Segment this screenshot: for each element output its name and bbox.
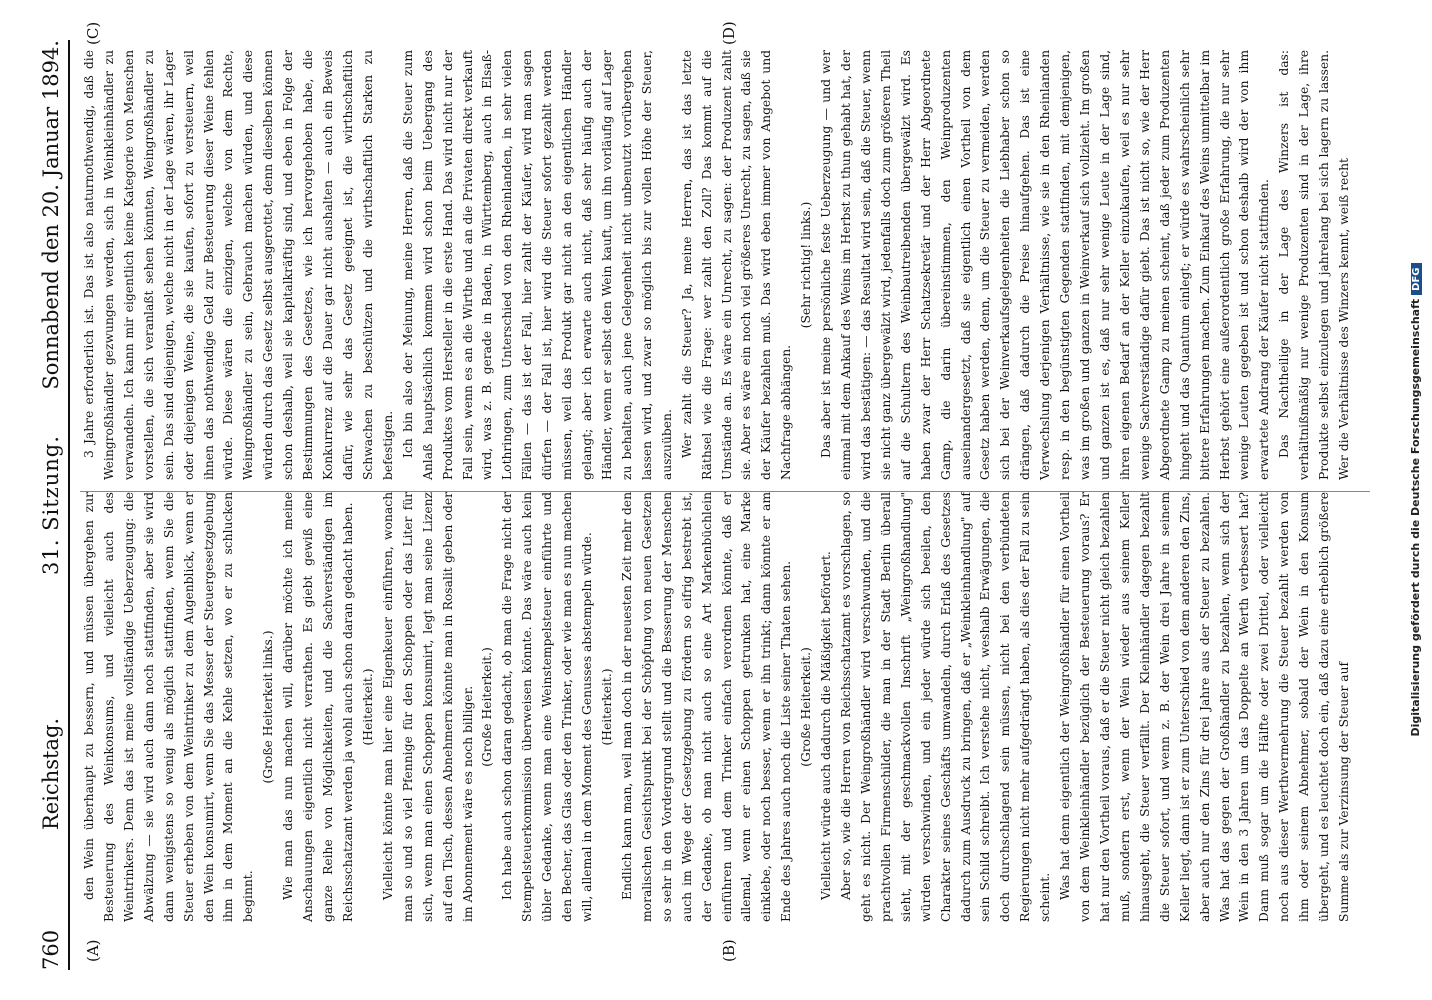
interjection: (Heiterkeit.) (360, 668, 375, 746)
paragraph: Ich habe auch schon daran gedacht, ob man die Frage nicht der Stempelsteuerkommission überweisen könnte. Das wäre auch kein übler Gedanke, wenn man eine Weinstempelsteuer einführte und den Becher, das Glas oder den Trinker, oder wie man es nun machen will, allemal in dem Moment des Genusses abstempeln würde. (500, 492, 595, 922)
paragraph: Das Nachtheilige in der Lage des Winzers ist das: verhältnißmäßig nur wenige Produzenten sind in der Lage, ihre Produkte selbst einzulegen und jahrelang bei sich lagern zu lassen. Wer die Verhältnisse des Winzers kennt, weiß recht (1277, 50, 1352, 480)
margin-mark-d: (D) (720, 21, 738, 45)
publication-title: Reichstag. (39, 717, 63, 830)
interjection: (Sehr richtig! links.) (799, 201, 814, 329)
interjection: (Große Heiterkeit links.) (261, 630, 276, 784)
margin-mark-b: (B) (720, 939, 738, 962)
paragraph: Wie man das nun machen will, darüber möchte ich meine Anschauungen eigentlich nicht verrathen. Es giebt gewiß eine ganze Reihe von Möglichkeiten, und die Sachverständigen im Reichsschatzamt werden ja wohl auch schon daran gedacht haben. (281, 492, 355, 922)
digitization-credit (1409, 10, 1422, 990)
left-text-column (80, 492, 1370, 922)
right-text-column (80, 50, 1370, 480)
margin-mark-a: (A) (84, 939, 102, 962)
session-date: Sonnabend den 20. Januar 1894. (39, 40, 63, 390)
paragraph: Vielleicht könnte man hier eine Eigenkeuer einführen, wonach man so und so viel Pfennige für den Schoppen oder das Liter für sich, wenn man einen Schoppen konsumirt, legt man seine Lizenz auf den Tisch, dessen Abnehmern könnte man in Rosalit geben oder im Abonnement wäre es noch billiger. (380, 492, 475, 922)
dfg-badge: DFG (1411, 264, 1422, 295)
margin-mark-c: (C) (84, 21, 102, 45)
paragraph: Endlich kann man, weil man doch in der neuesten Zeit mehr den moralischen Gesichtspunkt bei der Schöpfung von neuen Gesetzen so sehr in den Vordergrund stellt und die Besserung der Menschen auch im Wege der Gesetzgebung zu fördern so eifrig bestrebt ist, der Gedanke, ob man nicht auch so eine Art Markenbüchlein einführen und dem Trinker einfach verordnen könnte, daß er allemal, wenn er einen Schoppen getrunken hat, eine Marke einklebe, oder noch besser, wenn er ihn trinkt; dann könnte er am Ende des Jahres auch noch die Liste seiner Thaten sehen. (619, 492, 794, 922)
page-number: 760 (39, 929, 63, 970)
paragraph: 3 Jahre erforderlich ist. Das ist also naturnothwendig, daß die Weingroßhändler gezwungen werden, sich in Weinkleinhändler zu verwandeln. Ich kann mir eigentlich keine Kategorie von Menschen vorstellen, die sich veranlaßt sehen könnten, Weingroßhändler zu sein. Das sind diejenigen, welche nicht in der Lage wären, ihr Lager oder diejenigen Weine, die sie kaufen, sofort zu versteuern, weil ihnen das nothwendige Geld zur Besteuerung dieser Weine fehlen würde. Diese wären die einzigen, welche von dem Rechte, Weingroßhändler zu sein, Gebrauch machen würden, und diese würden durch das Gesetz selbst ausgerottet, denn dieselben können schon deshalb, weil sie kapitalkräftig sind, und eben in Folge der Bestimmungen des Gesetzes, wie ich hervorgehoben habe, die Konkurrenz auf die Dauer gar nicht aushalten — auch ein Beweis dafür, wie sehr das Gesetz geeignet ist, die wirthschaftlich Schwachen zu beschützen und die wirthschaftlich Starken zu befestigen. (82, 50, 395, 480)
paragraph: Ich bin also der Meinung, meine Herren, daß die Steuer zum Anlaß hauptsächlich kommen wird schon beim Uebergang des Produktes vom Hersteller in die erste Hand. Das wird nicht nur der Fall sein, wenn es an die Wirthe und an die Privaten direkt verkauft wird, was z. B. gerade in Baden, in Württemberg, auch in Elsaß-Lothringen, zum Unterschied von den Rheinlanden, in sehr vielen Fällen — das ist der Fall, hier zahlt der Käufer, wird man sagen dürfen — der Fall ist, hier wird die Steuer sofort gezahlt werden müssen, weil das Produkt gar nicht an den eigentlichen Händler gelangt; aber ich erwarte auch nicht, daß sehr häufig auch der Händler, wenn er selbst den Wein kauft, um ihn vorläufig auf Lager zu behalten, auch jene Gelegenheit nicht unbenutzt vorübergehen lassen wird, und zwar so möglich bis zur vollen Höhe der Steuer, auszuüben. (400, 50, 674, 480)
column-divider (80, 491, 1370, 492)
page-header (36, 40, 66, 970)
session-label: 31. Sitzung. (39, 435, 63, 575)
interjection: (Große Heiterkeit.) (799, 647, 814, 767)
interjection: (Große Heiterkeit.) (480, 647, 495, 767)
paragraph: Was hat denn eigentlich der Weingroßhändler für einen Vortheil von dem Weinkleinhändler bezüglich der Besteuerung voraus? Er hat nur den Vortheil voraus, daß er die Steuer nicht gleich bezahlen muß, sondern erst, wenn der Wein wieder aus seinem Keller hinausgeht, die Steuer verfällt. Der Kleinhändler dagegen bezahlt die Steuer sofort, und wenn z. B. der Wein drei Jahre in seinem Keller liegt, dann ist er zum Unterschied von dem anderen den Zins, aber auch nur den Zins für drei Jahre aus der Steuer zu bezahlen. Was hat das gegen der Großhändler zu bezahlen, wenn sich der Wein in den 3 Jahren um das Doppelte an Werth verbessert hat? Dann muß sogar um die Hälfte oder zwei Drittel, oder vielleicht noch aus dieser Werthvermehrung die Steuer bezahlt werden von ihm oder seinem Abnehmer, sobald der Wein in den Konsum übergeht, und es leuchtet doch ein, daß dazu eine erheblich größere Summe als zur Verzinsung der Steuer auf (1058, 492, 1352, 922)
interjection: (Heiterkeit.) (599, 668, 614, 746)
paragraph: Wer zahlt die Steuer? Ja, meine Herren, das ist das letzte Räthsel wie die Frage: wer zahlt den Zoll? Das kommt auf die Umstände an. Es wäre ein Unrecht, zu sagen: der Produzent zahlt sie. Aber es wäre ein noch viel größeres Unrecht, zu sagen, daß sie der Käufer bezahlen muß. Das wird eben immer von Angebot und Nachfrage abhängen. (679, 50, 794, 480)
paragraph: Das aber ist meine persönliche feste Ueberzeugung — und wer einmal mit dem Ankauf des Weins im Herbst zu thun gehabt hat, der wird das bestätigen: — das Resultat wird sein, daß die Steuer, wenn sie nicht ganz übergewälzt wird, jedenfalls doch zum größeren Theil auf die Schultern des Weinbautreibenden übergewälzt wird. Es haben zwar der Herr Schatzsekretär und der Herr Abgeordnete Gamp, die darin übereinstimmen, den Weinproduzenten auseinandergesetzt, daß sie eigentlich einen Vortheil von dem Gesetz haben werden, denn, um die Steuer zu vermeiden, werden sich bei der Weinverkaufsgelegenheiten die Liebhaber schon so drängen, daß dadurch die Preise hinaufgehen. Das ist eine Verwechslung derjenigen Verhältnisse, wie sie in den Rheinlanden resp. in den begünstigten Gegenden stattfinden, mit demjenigen, was im großen und ganzen in Weinverkauf sich vollzieht. Im großen und ganzen ist es, daß nur sehr wenige Leute in der Lage sind, ihren eigenen Bedarf an der Keller einzukaufen, weil es nur sehr wenige Sachverständige dafür giebt. Das ist nicht so, wie der Herr Abgeordnete Gamp zu meinen scheint, daß jeder zum Produzenten hingeht und das Quantum einlegt; er würde es wahrscheinlich sehr bittere Erfahrungen machen. Zum Einkauf des Weins unmittelbar im Herbst gehört eine außerordentlich große Erfahrung, die nur sehr wenige Leuten gegeben ist und schon deshalb wird der von ihm erwartete Andrang der Käufer nicht stattfinden. (819, 50, 1272, 480)
credit-text: Digitalisierung gefördert durch die Deutsche Forschungsgemeinschaft (1409, 298, 1422, 737)
paragraph: Vielleicht würde auch dadurch die Mäßigkeit befördert. (819, 551, 834, 900)
header-rule (68, 40, 70, 970)
paragraph: den Wein überhaupt zu bessern, und müssen übergehen zur Besteuerung des Weinkonsums, und vielleicht auch des Weintrinkers. Denn das ist meine vollständige Ueberzeugung: die Abwälzung — sie wird auch dann noch stattfinden, aber sie wird dann wenigstens so wenig als möglich stattfinden, wenn Sie die Steuer erheben von dem Weintrinker zu dem Augenblick, wenn er den Wein konsumirt, wenn Sie das Messer der Steuergesetzgebung ihm in dem Moment an die Kehle setzen, wo er zu schlucken beginnt. (82, 492, 256, 922)
paragraph: Aber so, wie die Herren von Reichsschatzamt es vorschlagen, so geht es nicht. Der Weingroßhändler wird verschwunden, und die prachtvollen Firmenschilder, die man in der Stadt Berlin überall sieht, mit der geschmackvollen Inschrift „Weingroßhandlung" würden verschwinden, und ein jeder würde sich beeilen, den Charakter seines Geschäfts umwandeln, durch Erlaß des Gesetzes dadurch zum Ausdruck zu bringen, daß er „Weinkleinhandlung" auf sein Schild schreibt. Ich verstehe nicht, weshalb Erwägungen, die doch durchschlagend sein müssen, nicht bei den verbündeten Regierungen nicht mehr aufgedrängt haben, als dies der Fall zu sein scheint. (839, 492, 1053, 922)
